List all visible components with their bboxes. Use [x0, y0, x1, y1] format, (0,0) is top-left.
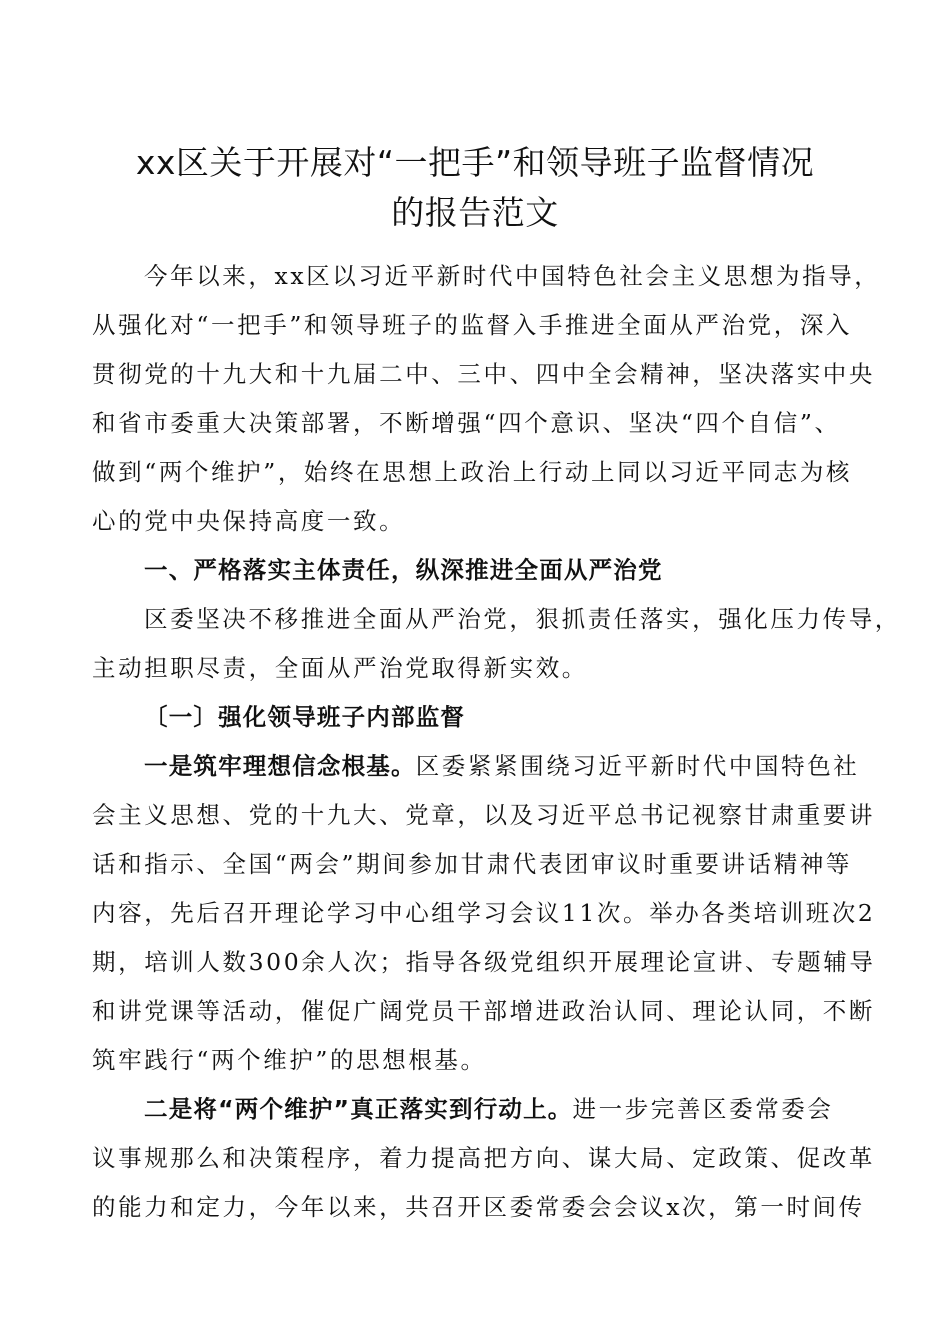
section-1-line-2: 主动担职尽责，全面从严治党取得新实效。	[92, 654, 588, 682]
document-title	[92, 138, 858, 238]
paragraph-two-safeguards-lead: 二是将“两个维护”真正落实到行动上。	[144, 1095, 573, 1123]
intro-line-5: 做到“两个维护”，始终在思想上政治上行动上同以习近平同志为核	[92, 458, 853, 486]
paragraph-two-safeguards-line-2: 议事规那么和决策程序，着力提高把方向、谋大局、定政策、促改革	[92, 1144, 875, 1172]
document-body	[92, 252, 901, 1232]
paragraph-two-safeguards-first-rest: 进一步完善区委常委会	[572, 1095, 834, 1123]
section-1-heading: 一、严格落实主体责任，纵深推进全面从严治党	[144, 556, 663, 584]
section-1-line-1: 区委坚决不移推进全面从严治党，狠抓责任落实，强化压力传导，	[144, 605, 901, 633]
intro-line-2: 从强化对“一把手”和领导班子的监督入手推进全面从严治党，深入	[92, 311, 853, 339]
title-line-2: 的报告范文	[391, 193, 559, 232]
paragraph-ideals-first-rest: 区委紧紧围绕习近平新时代中国特色社	[415, 752, 860, 780]
paragraph-ideals-line-6: 和讲党课等活动，催促广阔党员干部增进政治认同、理论认同，不断	[92, 997, 875, 1025]
intro-paragraph	[92, 252, 881, 546]
intro-line-1: 今年以来，xx区以习近平新时代中国特色社会主义思想为指导，	[144, 262, 881, 290]
paragraph-ideals	[92, 742, 876, 1085]
intro-line-3: 贯彻党的十九大和十九届二中、三中、四中全会精神，坚决落实中央	[92, 360, 875, 388]
paragraph-ideals-lead: 一是筑牢理想信念根基。	[144, 752, 416, 780]
paragraph-ideals-line-2: 会主义思想、党的十九大、党章，以及习近平总书记视察甘肃重要讲	[92, 801, 875, 829]
intro-line-4: 和省市委重大决策部署，不断增强“四个意识、坚决“四个自信”、	[92, 409, 841, 437]
title-line-1: xx区关于开展对“一把手”和领导班子监督情况	[135, 143, 815, 182]
subsection-1-heading: 〔一〕强化领导班子内部监督	[144, 703, 466, 731]
paragraph-ideals-line-4: 内容，先后召开理论学习中心组学习会议11次。举办各类培训班次2	[92, 899, 876, 927]
paragraph-two-safeguards-line-1	[92, 1085, 872, 1134]
paragraph-ideals-line-5: 期，培训人数300余人次；指导各级党组织开展理论宣讲、专题辅导	[92, 948, 876, 976]
section-1-paragraph	[92, 595, 901, 693]
paragraph-ideals-line-7: 筑牢践行“两个维护”的思想根基。	[92, 1046, 487, 1074]
paragraph-two-safeguards-line-3: 的能力和定力，今年以来，共召开区委常委会会议x次，第一时间传	[92, 1193, 865, 1221]
intro-line-6: 心的党中央保持高度一致。	[92, 507, 406, 535]
paragraph-ideals-line-1	[92, 742, 872, 791]
paragraph-two-safeguards	[92, 1085, 875, 1232]
paragraph-ideals-line-3: 话和指示、全国“两会”期间参加甘肃代表团审议时重要讲话精神等	[92, 850, 853, 878]
